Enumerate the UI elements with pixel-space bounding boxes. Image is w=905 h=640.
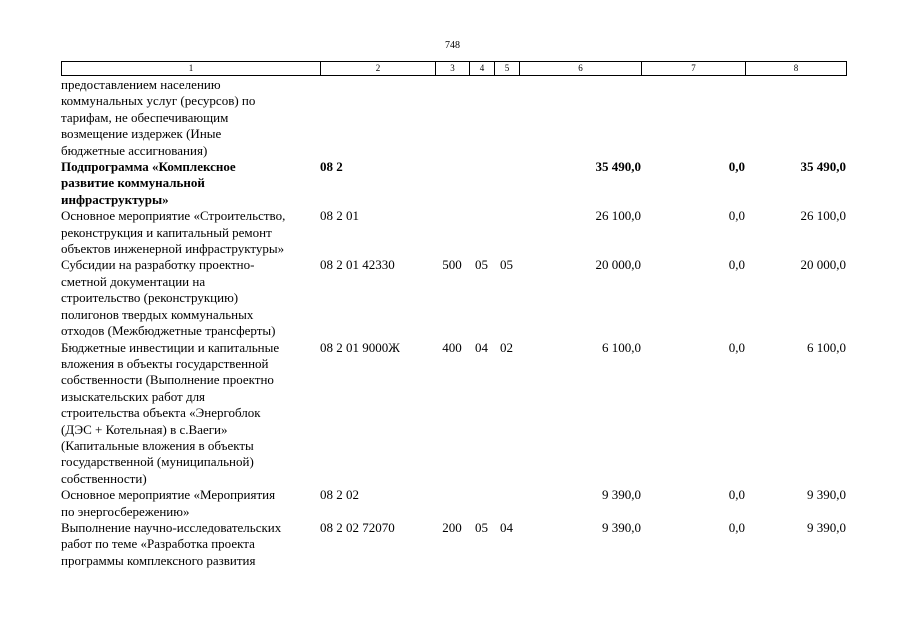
description-line: строительство (реконструкцию) <box>61 290 239 306</box>
row-amount-total: 6 100,0 <box>807 339 846 355</box>
description-line: собственности) <box>61 470 147 486</box>
description-line: возмещение издержек (Иные <box>61 126 222 142</box>
description-line: Основное мероприятие «Строительство, <box>61 208 286 224</box>
description-line: строительства объекта «Энергоблок <box>61 405 261 421</box>
row-section: 05 <box>475 257 488 273</box>
description-line: государственной (муниципальной) <box>61 454 254 470</box>
row-code: 08 2 02 <box>320 487 359 503</box>
column-header-table <box>61 61 847 76</box>
description-line: коммунальных услуг (ресурсов) по <box>61 93 256 109</box>
row-section <box>469 159 494 208</box>
row-expense-type: 200 <box>442 519 462 535</box>
row-code <box>320 77 435 159</box>
row-amount-change: 0,0 <box>728 159 745 175</box>
row-amount: 35 490,0 <box>595 159 641 175</box>
table-row <box>61 208 846 257</box>
table-row <box>61 77 846 159</box>
row-description <box>61 77 320 159</box>
description-line: работ по теме «Разработка проекта <box>61 536 255 552</box>
table-row <box>61 159 846 208</box>
row-subsection <box>494 487 519 520</box>
description-line: сметной документации на <box>61 273 206 289</box>
row-amount-change: 0,0 <box>728 339 745 355</box>
row-description <box>61 340 320 488</box>
row-section: 05 <box>475 519 488 535</box>
description-line: развитие коммунальной <box>61 175 205 191</box>
description-line: полигонов твердых коммунальных <box>61 306 254 322</box>
description-line: объектов инженерной инфраструктуры» <box>61 241 285 257</box>
row-subsection: 02 <box>500 339 513 355</box>
row-expense-type: 500 <box>442 257 462 273</box>
column-number: 8 <box>746 62 847 76</box>
row-amount-total: 20 000,0 <box>800 257 846 273</box>
description-line: реконструкция и капитальный ремонт <box>61 224 272 240</box>
row-code: 08 2 02 72070 <box>320 519 395 535</box>
row-expense-type <box>435 159 469 208</box>
row-amount-change: 0,0 <box>728 257 745 273</box>
description-line: изыскательских работ для <box>61 388 206 404</box>
description-line: (ДЭС + Котельная) в с.Ваеги» <box>61 421 228 437</box>
row-amount-total: 35 490,0 <box>800 159 846 175</box>
column-number: 2 <box>321 62 436 76</box>
row-amount <box>519 77 641 159</box>
row-subsection: 04 <box>500 519 513 535</box>
row-code: 08 2 01 <box>320 208 359 224</box>
description-line: инфраструктуры» <box>61 191 169 207</box>
table-row <box>61 340 846 488</box>
description-line: Бюджетные инвестиции и капитальные <box>61 339 280 355</box>
row-expense-type <box>435 487 469 520</box>
column-number: 4 <box>470 62 495 76</box>
row-section <box>469 487 494 520</box>
row-amount: 9 390,0 <box>602 519 641 535</box>
column-number: 7 <box>642 62 746 76</box>
row-code: 08 2 <box>320 159 343 175</box>
row-amount-change: 0,0 <box>728 519 745 535</box>
row-description <box>61 257 320 339</box>
row-expense-type: 400 <box>442 339 462 355</box>
row-section <box>469 77 494 159</box>
column-number: 3 <box>436 62 470 76</box>
row-amount-total <box>745 77 846 159</box>
description-line: Подпрограмма «Комплексное <box>61 159 236 175</box>
description-line: Основное мероприятие «Мероприятия <box>61 487 276 503</box>
row-subsection <box>494 208 519 257</box>
row-amount: 6 100,0 <box>602 339 641 355</box>
row-amount-total: 26 100,0 <box>800 208 846 224</box>
description-line: (Капитальные вложения в объекты <box>61 437 254 453</box>
row-description <box>61 487 320 520</box>
row-amount-total: 9 390,0 <box>807 487 846 503</box>
row-expense-type <box>435 77 469 159</box>
row-amount: 9 390,0 <box>602 487 641 503</box>
row-section: 04 <box>475 339 488 355</box>
row-amount-change <box>641 77 745 159</box>
description-line: бюджетные ассигнования) <box>61 142 208 158</box>
description-line: предоставлением населению <box>61 77 221 92</box>
row-description <box>61 520 320 569</box>
row-expense-type <box>435 208 469 257</box>
row-amount-change: 0,0 <box>728 487 745 503</box>
column-number: 6 <box>520 62 642 76</box>
description-line: Выполнение научно-исследовательских <box>61 519 282 535</box>
column-number: 1 <box>62 62 321 76</box>
row-description <box>61 159 320 208</box>
description-line: вложения в объекты государственной <box>61 355 269 371</box>
description-line: программы комплексного развития <box>61 552 256 568</box>
column-number: 5 <box>495 62 520 76</box>
row-subsection <box>494 159 519 208</box>
row-subsection <box>494 77 519 159</box>
row-amount: 20 000,0 <box>595 257 641 273</box>
page-number: 748 <box>445 40 460 51</box>
row-amount: 26 100,0 <box>595 208 641 224</box>
description-line: тарифам, не обеспечивающим <box>61 109 229 125</box>
table-row <box>61 257 846 339</box>
row-code: 08 2 01 42330 <box>320 257 395 273</box>
row-amount-total: 9 390,0 <box>807 519 846 535</box>
column-number-row <box>62 62 847 76</box>
row-code: 08 2 01 9000Ж <box>320 339 400 355</box>
row-subsection: 05 <box>500 257 513 273</box>
description-line: Субсидии на разработку проектно- <box>61 257 255 273</box>
description-line: отходов (Межбюджетные трансферты) <box>61 323 276 339</box>
table-row <box>61 520 846 569</box>
description-line: собственности (Выполнение проектно <box>61 372 274 388</box>
row-amount-change: 0,0 <box>728 208 745 224</box>
description-line: по энергосбережению» <box>61 503 190 519</box>
row-section <box>469 208 494 257</box>
budget-table <box>61 77 846 569</box>
table-row <box>61 487 846 520</box>
row-description <box>61 208 320 257</box>
